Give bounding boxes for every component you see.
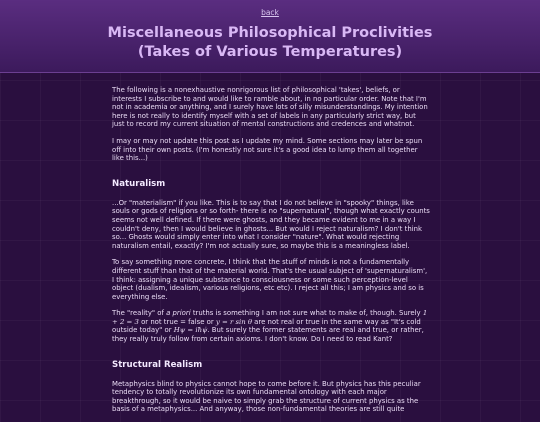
section-heading-naturalism: Naturalism [112, 178, 166, 189]
page-header [0, 0, 540, 73]
math-expression: Hψ = iħψ̇ [173, 326, 208, 335]
structural-realism-paragraph-1: Metaphysics blind to physics cannot hope to come before it. But physics has this peculiar tendency to totally revolutionize its own fundamental ontology with each major breakthrough, so it would be naive to simply grab the structure of current physics as the basis of a metaphysics... And anyway, those non-fundamental theories are still quite [112, 379, 421, 414]
math-expression: 1 + 2 = 3 [112, 309, 428, 326]
page-title-line-2: (Takes of Various Temperatures) [137, 44, 403, 60]
naturalism-paragraph-2: To say something more concrete, I think that the stuff of minds is not a fundamentally different stuff than that of the material world. That's the usual subject of 'supernaturalism', I think: assigning a unique substance to consciousness or some such perception-level object (dualism, idealism, various religions, etc etc). I reject all this; I am physics and so is everything else. [112, 258, 428, 301]
text-run: truths is something I am not sure what to make of, though. Surely [190, 309, 421, 318]
article-body [112, 86, 430, 422]
text-run: are not real or true in the same way as "It's cold outside today" or [112, 317, 421, 335]
back-link[interactable]: back [261, 8, 279, 17]
text-run: or not true = false or [138, 317, 216, 326]
page-title-line-1: Miscellaneous Philosophical Proclivities [107, 25, 433, 41]
intro-paragraph-1: The following is a nonexhaustive nonrigorous list of philosophical 'takes', beliefs, or interests I subscribe to and would like to ramble about, in no particular order. Note that I'm not in academia or anything, and I surely have lots of silly misunderstandings. My intention here is not really to identify myself with a set of labels in any particularly strict way, but just to record my current situation of mental constructions and credences and whatnot. [112, 86, 428, 129]
section-heading-structural-realism: Structural Realism [112, 359, 203, 370]
naturalism-paragraph-1: ...Or "materialism" if you like. This is to say that I do not believe in "spooky" things, like souls or gods of religions or so forth- there is no "supernatural", though what exactly counts seems not well defined. If there were ghosts, and they became evident to me in a way I couldn't deny, then I would believe in ghosts... But would I reject naturalism? I don't think so... Ghosts would simply enter into what I consider "nature". What would rejecting naturalism entail, exactly? I'm not actually sure, so maybe this is a meaningless label. [112, 198, 430, 250]
text-run: The "reality" of [112, 309, 167, 318]
naturalism-paragraph-3 [112, 309, 430, 343]
text-run: . But surely the former statements are real and true, or rather, they really truly follow from certain axioms. I don't know. Do I need to read Kant? [112, 326, 424, 344]
page-title [0, 24, 540, 62]
emphasis-a-priori: a priori [166, 309, 191, 318]
intro-paragraph-2: I may or may not update this post as I update my mind. Some sections may later be spun off into their own posts. (I'm honestly not sure it's a good idea to lump them all together like this...) [112, 136, 423, 163]
math-expression: y = r sin θ [215, 317, 252, 326]
